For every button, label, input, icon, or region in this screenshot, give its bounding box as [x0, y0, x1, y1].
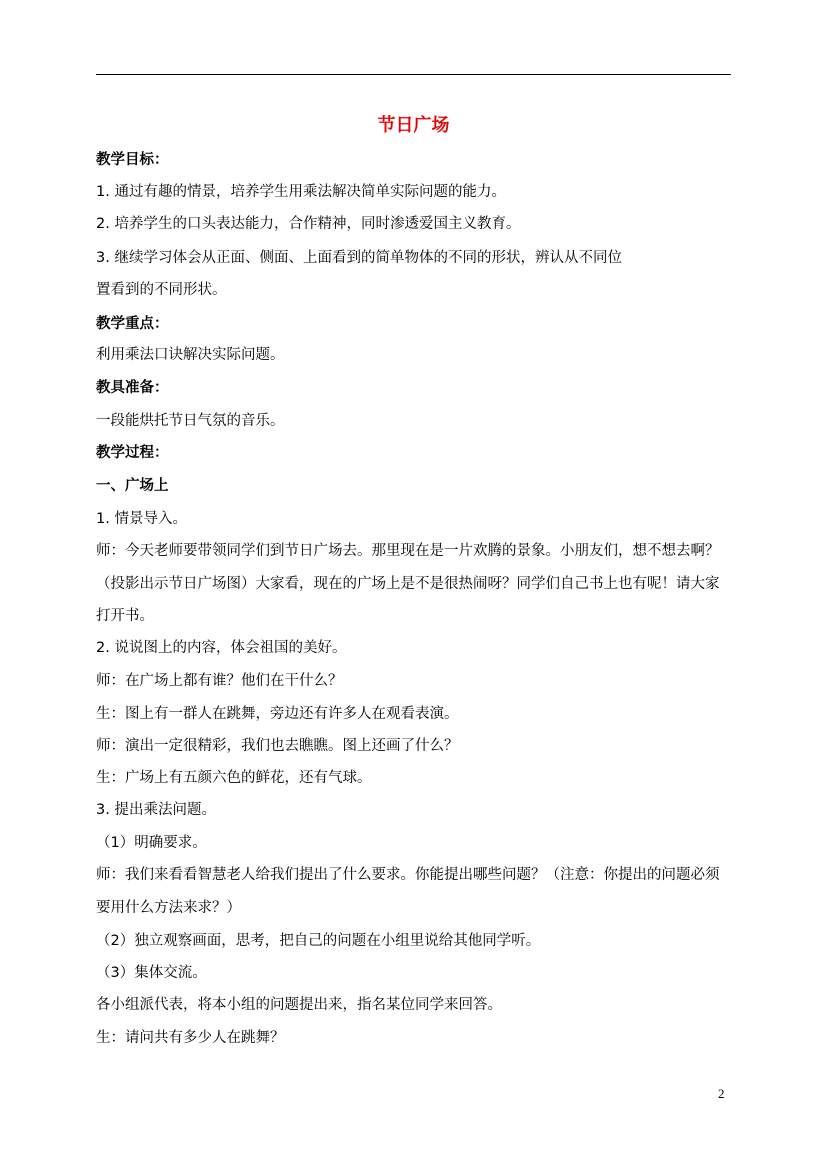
objective-3: 3. 继续学习体会从正面、侧面、上面看到的简单物体的不同的形状，辨认从不同位: [96, 250, 622, 266]
heading-objectives: 教学目标：: [96, 152, 169, 168]
dialogue-line: 生：请问共有多少人在跳舞？: [96, 1030, 285, 1046]
substep-1: （1）明确要求。: [96, 835, 207, 851]
paragraph-line: （投影出示节日广场图）大家看，现在的广场上是不是很热闹呀？同学们自己书上也有呢！请大家: [96, 576, 720, 592]
paragraph-line: 打开书。: [96, 608, 154, 624]
page-title: 节日广场: [377, 115, 450, 136]
dialogue-line: 生：广场上有五颜六色的鲜花，还有气球。: [96, 770, 372, 786]
step-2: 2. 说说图上的内容，体会祖国的美好。: [96, 640, 347, 656]
dialogue-line: 师：我们来看看智慧老人给我们提出了什么要求。你能提出哪些问题？（注意：你提出的问题必须: [96, 867, 720, 883]
dialogue-line: 师：演出一定很精彩，我们也去瞧瞧。图上还画了什么？: [96, 738, 459, 754]
step-1: 1. 情景导入。: [96, 511, 187, 527]
objective-3-cont: 置看到的不同形状。: [96, 282, 227, 298]
page-number: 2: [718, 1086, 725, 1101]
objective-2: 2. 培养学生的口头表达能力，合作精神，同时渗透爱国主义教育。: [96, 216, 521, 232]
heading-materials: 教具准备：: [96, 380, 169, 396]
paragraph-line: 师：今天老师要带领同学们到节日广场去。那里现在是一片欢腾的景象。小朋友们，想不想去啊？: [96, 543, 720, 559]
dialogue-line: 要用什么方法来求？）: [96, 900, 241, 916]
substep-2: （2）独立观察画面，思考，把自己的问题在小组里说给其他同学听。: [96, 933, 541, 949]
key-point-text: 利用乘法口诀解决实际问题。: [96, 347, 285, 363]
step-3: 3. 提出乘法问题。: [96, 802, 216, 818]
objective-1: 1. 通过有趣的情景，培养学生用乘法解决简单实际问题的能力。: [96, 184, 506, 200]
materials-text: 一段能烘托节日气氛的音乐。: [96, 413, 285, 429]
header-rule: [96, 74, 731, 75]
heading-process: 教学过程：: [96, 445, 169, 461]
paragraph-line: 各小组派代表，将本小组的问题提出来，指名某位同学来回答。: [96, 997, 502, 1013]
substep-3: （3）集体交流。: [96, 965, 207, 981]
heading-key-point: 教学重点：: [96, 316, 169, 332]
dialogue-line: 师：在广场上都有谁？他们在干什么？: [96, 673, 343, 689]
section-square: 一、广场上: [96, 478, 169, 494]
dialogue-line: 生：图上有一群人在跳舞，旁边还有许多人在观看表演。: [96, 706, 459, 722]
